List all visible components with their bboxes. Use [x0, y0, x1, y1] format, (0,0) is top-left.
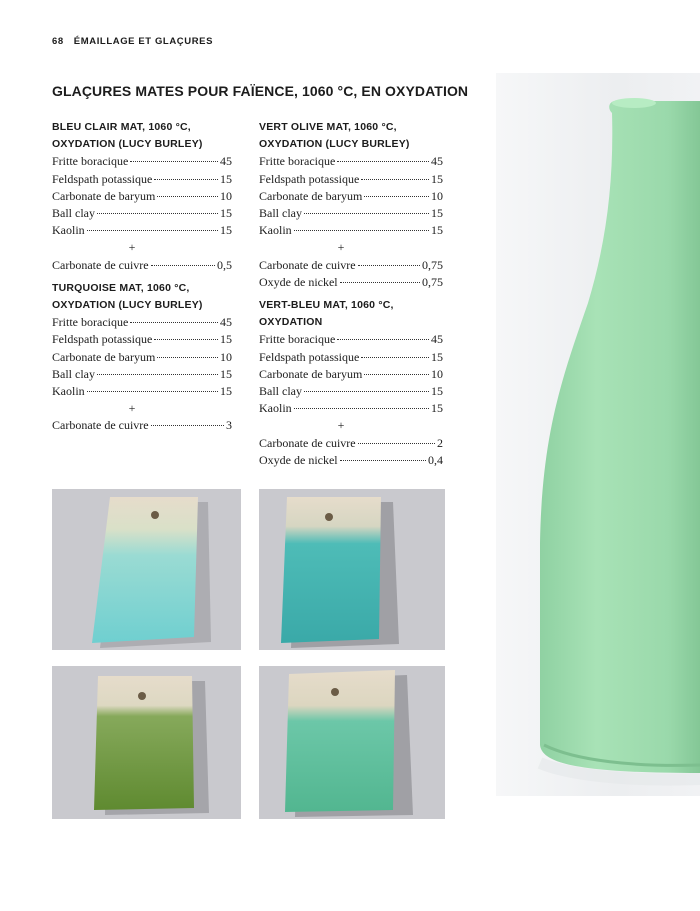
ingredient-name: Kaolin	[259, 401, 292, 416]
tile-photo-light-blue	[52, 489, 241, 650]
ingredient-value: 45	[431, 154, 443, 169]
ingredient-name: Carbonate de cuivre	[259, 257, 356, 272]
ingredient-row	[52, 153, 232, 170]
ingredient-value: 10	[220, 188, 232, 203]
ingredient-name: Oxyde de nickel	[259, 452, 338, 467]
bottle-photo	[496, 73, 700, 796]
ingredient-name: Feldspath potassique	[259, 349, 360, 364]
ingredient-name: Carbonate de baryum	[52, 349, 156, 364]
recipe-turquoise	[52, 280, 232, 435]
recipe-title: TURQUOISE MAT, 1060 °C, OXYDATION (LUCY BURLEY)	[52, 281, 203, 312]
ingredient-row	[52, 188, 232, 205]
ingredient-row	[52, 171, 232, 188]
ingredient-name: Ball clay	[52, 206, 95, 221]
plus-sign: +	[128, 401, 136, 416]
addition-row	[259, 274, 443, 291]
ingredient-name: Carbonate de cuivre	[52, 418, 149, 433]
ingredient-row	[259, 400, 443, 417]
ingredient-value: 15	[431, 349, 443, 364]
recipe-bleu-clair	[52, 119, 232, 274]
ingredient-name: Fritte boracique	[259, 332, 336, 347]
tile-photo-olive	[52, 666, 241, 819]
recipe-title: VERT-BLEU MAT, 1060 °C, OXYDATION	[259, 299, 394, 329]
ingredient-name: Kaolin	[259, 223, 292, 238]
ingredient-value: 15	[220, 332, 232, 347]
ingredient-row	[259, 331, 443, 348]
recipe-title: VERT OLIVE MAT, 1060 °C, OXYDATION (LUCY BURLEY)	[259, 121, 410, 151]
ingredient-row	[259, 383, 443, 400]
ingredient-value: 15	[220, 223, 232, 238]
ingredient-name: Feldspath potassique	[259, 171, 360, 186]
plus-sign: +	[337, 418, 345, 433]
tile-photo-blue-green	[259, 666, 445, 819]
ingredient-value: 15	[220, 171, 232, 186]
recipe-column-right	[259, 119, 443, 475]
recipe-vert-olive	[259, 119, 443, 291]
tile-photo-turquoise	[259, 489, 445, 650]
ingredient-row	[52, 349, 232, 366]
recipe-vert-bleu	[259, 297, 443, 469]
ingredient-value: 45	[431, 332, 443, 347]
ingredient-row	[259, 222, 443, 239]
addition-row	[259, 452, 443, 469]
ingredient-value: 10	[220, 349, 232, 364]
ingredient-row	[259, 188, 443, 205]
ingredient-name: Feldspath potassique	[52, 332, 153, 347]
ingredient-value: 45	[220, 315, 232, 330]
ingredient-name: Fritte boracique	[52, 315, 129, 330]
ingredient-name: Oxyde de nickel	[259, 274, 338, 289]
ingredient-row	[259, 205, 443, 222]
addition-row	[259, 257, 443, 274]
ingredient-row	[52, 205, 232, 222]
ingredient-value: 10	[431, 366, 443, 381]
ingredient-name: Feldspath potassique	[52, 171, 153, 186]
ingredient-value: 0,5	[217, 257, 232, 272]
ingredient-value: 0,4	[428, 452, 443, 467]
ingredient-value: 10	[431, 188, 443, 203]
ingredient-row	[259, 366, 443, 383]
ingredient-value: 2	[437, 435, 443, 450]
ingredient-value: 15	[431, 384, 443, 399]
ingredient-name: Fritte boracique	[52, 154, 129, 169]
section-title: GLAÇURES MATES POUR FAÏENCE, 1060 °C, EN OXYDATION	[52, 83, 469, 99]
ingredient-value: 15	[431, 401, 443, 416]
addition-row	[52, 257, 232, 274]
ingredient-name: Kaolin	[52, 223, 85, 238]
running-title: ÉMAILLAGE ET GLAÇURES	[73, 36, 214, 47]
ingredient-value: 0,75	[422, 274, 443, 289]
running-head	[52, 36, 213, 47]
ingredient-value: 15	[431, 171, 443, 186]
ingredient-value: 15	[431, 206, 443, 221]
ingredient-name: Fritte boracique	[259, 154, 336, 169]
recipe-title: BLEU CLAIR MAT, 1060 °C, OXYDATION (LUCY BURLEY)	[52, 121, 203, 151]
ingredient-value: 0,75	[422, 257, 443, 272]
ingredient-name: Carbonate de baryum	[259, 366, 363, 381]
ingredient-value: 15	[220, 206, 232, 221]
ingredient-name: Carbonate de cuivre	[52, 257, 149, 272]
ingredient-name: Kaolin	[52, 384, 85, 399]
ingredient-name: Carbonate de baryum	[259, 188, 363, 203]
ingredient-row	[259, 171, 443, 188]
ingredient-value: 45	[220, 154, 232, 169]
ingredient-value: 3	[226, 418, 232, 433]
ingredient-name: Carbonate de baryum	[52, 188, 156, 203]
ingredient-value: 15	[431, 223, 443, 238]
ingredient-name: Ball clay	[52, 366, 95, 381]
ingredient-name: Carbonate de cuivre	[259, 435, 356, 450]
ingredient-row	[52, 331, 232, 348]
ingredient-row	[52, 366, 232, 383]
ingredient-row	[52, 383, 232, 400]
addition-row	[259, 435, 443, 452]
plus-sign: +	[128, 240, 136, 255]
ingredient-row	[52, 222, 232, 239]
ingredient-name: Ball clay	[259, 384, 302, 399]
addition-row	[52, 417, 232, 434]
plus-sign: +	[337, 240, 345, 255]
ingredient-name: Ball clay	[259, 206, 302, 221]
page-number: 68	[52, 36, 64, 47]
ingredient-row	[259, 349, 443, 366]
ingredient-value: 15	[220, 366, 232, 381]
recipe-column-left	[52, 119, 232, 441]
ingredient-row	[52, 314, 232, 331]
ingredient-value: 15	[220, 384, 232, 399]
ingredient-row	[259, 153, 443, 170]
